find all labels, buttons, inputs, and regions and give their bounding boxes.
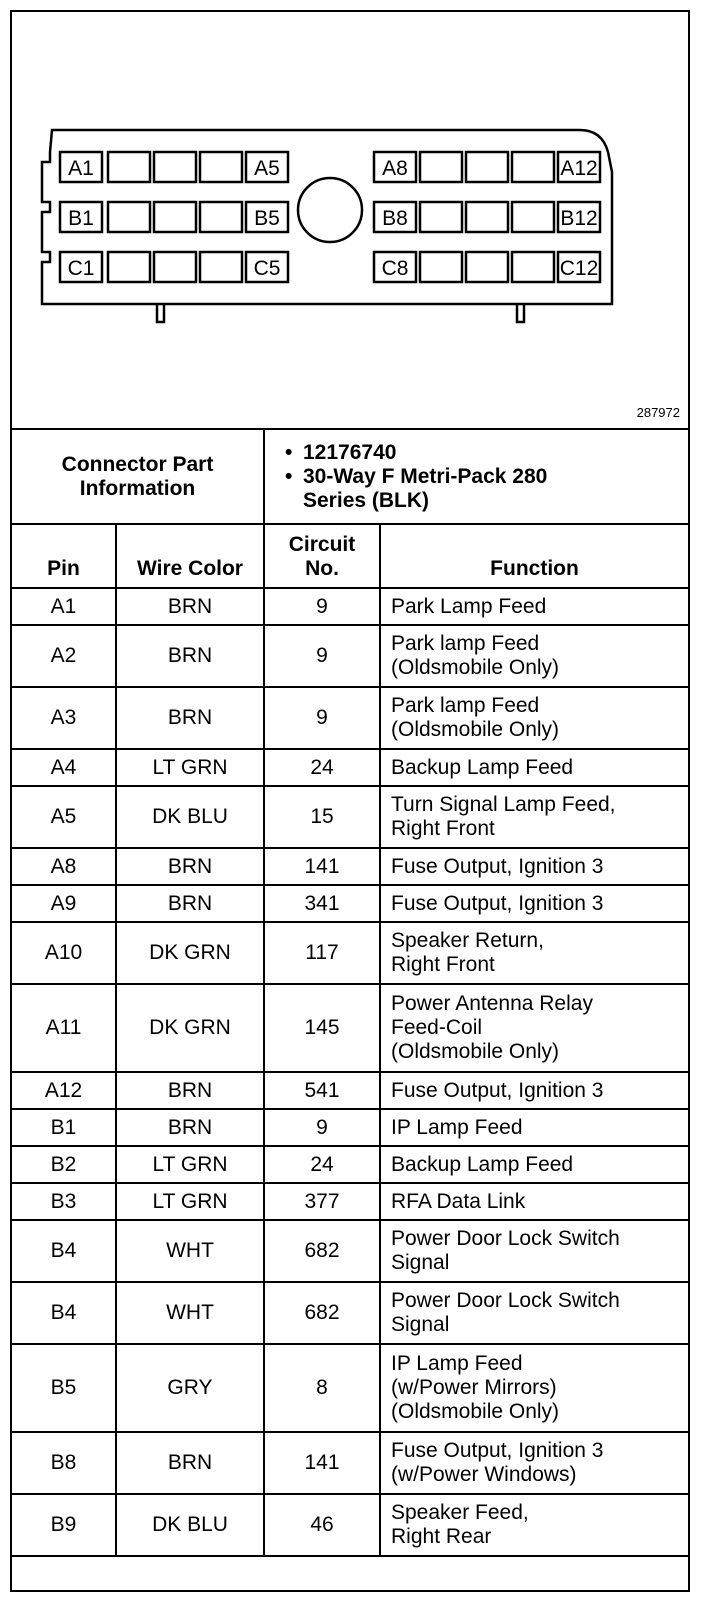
circuit-cell-text: 141 — [304, 854, 340, 878]
wire-color-cell — [116, 1109, 264, 1146]
pin-label: C12 — [559, 257, 599, 280]
wire-color-cell — [116, 625, 264, 687]
pin-label: C1 — [67, 257, 95, 280]
table-row — [12, 1146, 688, 1183]
connector-info-list — [265, 441, 688, 513]
function-cell-text: Power Antenna Relay Feed-Coil (Oldsmobile Only) — [391, 992, 593, 1063]
function-cell-text: Park lamp Feed (Oldsmobile Only) — [391, 632, 560, 679]
header-circuit — [264, 524, 380, 588]
circuit-cell-text: 9 — [316, 594, 328, 618]
circuit-cell — [264, 984, 380, 1072]
function-cell-text: RFA Data Link — [391, 1189, 526, 1213]
circuit-cell-text: 8 — [316, 1376, 328, 1399]
pin-cell — [12, 1494, 116, 1556]
table-row — [12, 1072, 688, 1109]
function-cell-text: Power Door Lock Switch Signal — [391, 1227, 620, 1274]
function-cell-text: Fuse Output, Ignition 3 (w/Power Windows) — [391, 1439, 604, 1486]
circuit-cell — [264, 1072, 380, 1109]
header-function: Function — [380, 524, 688, 588]
wire-color-cell-text: BRN — [167, 854, 213, 878]
circuit-cell-text: 9 — [316, 644, 328, 667]
pin-cell — [12, 1072, 116, 1109]
circuit-cell — [264, 687, 380, 749]
function-cell — [380, 1146, 688, 1183]
pin-cavity — [108, 202, 150, 232]
function-cell-text: Park Lamp Feed — [391, 594, 547, 618]
pin-cell-text: B1 — [50, 1115, 77, 1139]
circuit-cell — [264, 848, 380, 885]
function-cell-text: Speaker Return, Right Front — [391, 929, 544, 976]
pin-label: B12 — [560, 207, 598, 230]
connector-housing — [42, 130, 612, 304]
table-row — [12, 588, 688, 625]
function-cell-text: Power Door Lock Switch Signal — [391, 1289, 620, 1336]
pin-label: A8 — [382, 157, 408, 180]
pin-cavity — [154, 252, 196, 282]
pin-cell-text: B4 — [50, 1239, 77, 1262]
pin-label: B1 — [68, 207, 94, 230]
pin-cell-text: B4 — [50, 1301, 77, 1324]
table-row — [12, 625, 688, 687]
pin-label: C8 — [381, 257, 409, 280]
circuit-cell-text: 341 — [304, 891, 340, 915]
circuit-cell — [264, 1432, 380, 1494]
circuit-cell — [264, 786, 380, 848]
pin-cavity — [512, 252, 554, 282]
pin-cell — [12, 1220, 116, 1282]
pin-cell — [12, 749, 116, 786]
function-cell — [380, 588, 688, 625]
pin-cell — [12, 885, 116, 922]
pin-cell — [12, 1109, 116, 1146]
pin-cavity — [420, 252, 462, 282]
wire-color-cell-text: DK GRN — [149, 941, 231, 964]
function-cell — [380, 1183, 688, 1220]
header-row — [12, 524, 688, 588]
wire-color-cell — [116, 588, 264, 625]
wire-color-cell — [116, 1344, 264, 1432]
function-cell — [380, 1109, 688, 1146]
wire-color-cell — [116, 786, 264, 848]
table-row — [12, 687, 688, 749]
wire-color-cell — [116, 1494, 264, 1556]
function-cell-text: Park lamp Feed (Oldsmobile Only) — [391, 694, 560, 741]
pin-cell — [12, 1146, 116, 1183]
wire-color-cell-text: BRN — [167, 1115, 213, 1139]
connector-diagram — [12, 12, 688, 430]
wire-color-cell-text: DK BLU — [152, 805, 228, 828]
wire-color-cell-text: BRN — [167, 1451, 213, 1474]
circuit-cell-text: 541 — [304, 1078, 340, 1102]
center-key-circle — [298, 178, 362, 242]
wire-color-cell — [116, 749, 264, 786]
connector-face-drawing — [12, 12, 688, 428]
table-row — [12, 1344, 688, 1432]
wire-color-cell-text: BRN — [167, 594, 213, 618]
wire-color-cell — [116, 1432, 264, 1494]
circuit-cell-text: 145 — [304, 1016, 340, 1039]
circuit-cell — [264, 1344, 380, 1432]
function-cell — [380, 1072, 688, 1109]
pin-cell — [12, 625, 116, 687]
figure-number: 287972 — [636, 405, 680, 420]
function-cell — [380, 1344, 688, 1432]
function-cell — [380, 885, 688, 922]
pin-cavity — [200, 202, 242, 232]
pin-cell — [12, 848, 116, 885]
circuit-cell — [264, 1146, 380, 1183]
pin-cell-text: B3 — [50, 1189, 77, 1213]
pin-cell-text: A1 — [50, 594, 77, 618]
wire-color-cell-text: DK BLU — [152, 1513, 228, 1536]
table-row — [12, 1109, 688, 1146]
pin-cavity — [200, 152, 242, 182]
pin-cell — [12, 786, 116, 848]
connector-table — [12, 430, 688, 1557]
header-pin: Pin — [12, 524, 116, 588]
function-cell-text: Fuse Output, Ignition 3 — [391, 854, 604, 878]
pin-cell-text: A2 — [50, 644, 77, 667]
wire-color-cell — [116, 1282, 264, 1344]
wire-color-cell — [116, 984, 264, 1072]
table-row — [12, 1220, 688, 1282]
function-cell-text: Fuse Output, Ignition 3 — [391, 1078, 604, 1102]
function-cell — [380, 1494, 688, 1556]
function-cell — [380, 984, 688, 1072]
pin-label: A12 — [560, 157, 598, 180]
function-cell — [380, 1282, 688, 1344]
circuit-cell-text: 682 — [304, 1301, 340, 1324]
wire-color-cell — [116, 1183, 264, 1220]
wire-color-cell — [116, 922, 264, 984]
circuit-cell-text: 117 — [305, 941, 339, 964]
wire-color-cell — [116, 1220, 264, 1282]
pin-cavity — [512, 202, 554, 232]
pin-cell-text: A11 — [45, 1016, 82, 1039]
wire-color-cell-text: LT GRN — [152, 755, 228, 779]
pin-label: C5 — [253, 257, 281, 280]
pin-cell-text: A10 — [44, 941, 83, 964]
pin-cell-text: A12 — [44, 1078, 83, 1102]
function-cell — [380, 687, 688, 749]
function-cell-text: Fuse Output, Ignition 3 — [391, 891, 604, 915]
connector-type: • 30-Way F Metri-Pack 280 Series (BLK) — [303, 465, 563, 513]
pin-label: A1 — [68, 157, 94, 180]
header-circuit-text: Circuit No. — [288, 533, 356, 580]
function-cell-text: IP Lamp Feed — [391, 1115, 523, 1139]
pin-cell-text: B8 — [50, 1451, 77, 1474]
function-cell — [380, 625, 688, 687]
pin-cavity — [420, 152, 462, 182]
pin-label: B5 — [254, 207, 280, 230]
pin-cavity — [108, 152, 150, 182]
circuit-cell-text: 15 — [310, 805, 334, 828]
connector-info-details — [264, 430, 688, 524]
circuit-cell — [264, 1494, 380, 1556]
function-cell — [380, 1432, 688, 1494]
wire-color-cell-text: WHT — [166, 1239, 214, 1262]
function-cell-text: Turn Signal Lamp Feed, Right Front — [391, 793, 616, 840]
circuit-cell — [264, 1282, 380, 1344]
function-cell-text: Backup Lamp Feed — [391, 1152, 574, 1176]
function-cell — [380, 922, 688, 984]
pin-cavity — [466, 252, 508, 282]
connector-info-label — [12, 430, 264, 524]
function-cell — [380, 749, 688, 786]
circuit-cell — [264, 1220, 380, 1282]
connector-info-row — [12, 430, 688, 524]
table-row — [12, 984, 688, 1072]
circuit-cell — [264, 749, 380, 786]
table-row — [12, 1183, 688, 1220]
wire-color-cell-text: WHT — [166, 1301, 214, 1324]
header-wire-color: Wire Color — [116, 524, 264, 588]
wire-color-cell-text: LT GRN — [152, 1189, 228, 1213]
pin-cell — [12, 1183, 116, 1220]
pin-cell — [12, 1344, 116, 1432]
pin-cell-text: B9 — [50, 1513, 77, 1536]
pin-label: B8 — [382, 207, 408, 230]
pin-cavity — [154, 202, 196, 232]
circuit-cell-text: 9 — [316, 1115, 328, 1139]
pin-cavity — [154, 152, 196, 182]
table-row — [12, 848, 688, 885]
pin-cavity — [200, 252, 242, 282]
pin-cell-text: B5 — [50, 1376, 77, 1399]
circuit-cell-text: 682 — [304, 1239, 340, 1262]
function-cell-text: Backup Lamp Feed — [391, 755, 574, 779]
table-row — [12, 922, 688, 984]
pin-cell-text: A9 — [50, 891, 77, 915]
pin-cavity — [466, 152, 508, 182]
connector-info-label-text: Connector Part Information — [61, 452, 214, 500]
pin-cell-text: A4 — [50, 755, 77, 779]
table-row — [12, 1494, 688, 1556]
circuit-cell-text: 24 — [310, 1152, 334, 1176]
function-cell — [380, 1220, 688, 1282]
pin-cell — [12, 1282, 116, 1344]
circuit-cell — [264, 1183, 380, 1220]
pin-cell — [12, 687, 116, 749]
connector-part-number: • 12176740 — [303, 441, 688, 465]
locking-tab — [157, 304, 164, 322]
wire-color-cell-text: GRY — [167, 1376, 213, 1399]
pin-cavity — [108, 252, 150, 282]
wire-color-cell — [116, 687, 264, 749]
pin-cavity — [466, 202, 508, 232]
locking-tab — [517, 304, 524, 322]
circuit-cell-text: 141 — [304, 1451, 340, 1474]
pin-cell — [12, 1432, 116, 1494]
pin-label: A5 — [254, 157, 280, 180]
table-row — [12, 786, 688, 848]
circuit-cell-text: 377 — [304, 1189, 340, 1213]
wire-color-cell-text: LT GRN — [152, 1152, 228, 1176]
pin-cavity — [512, 152, 554, 182]
pin-cell — [12, 588, 116, 625]
circuit-cell-text: 24 — [310, 755, 334, 779]
wire-color-cell-text: BRN — [167, 1078, 213, 1102]
wire-color-cell — [116, 885, 264, 922]
table-row — [12, 1282, 688, 1344]
pin-cavity — [420, 202, 462, 232]
wire-color-cell — [116, 848, 264, 885]
table-row — [12, 749, 688, 786]
pin-cell — [12, 922, 116, 984]
wire-color-cell-text: DK GRN — [149, 1016, 231, 1039]
wire-color-cell-text: BRN — [167, 706, 213, 729]
wire-color-cell-text: BRN — [167, 644, 213, 667]
pin-cell-text: A8 — [50, 854, 77, 878]
circuit-cell — [264, 922, 380, 984]
circuit-cell — [264, 1109, 380, 1146]
circuit-cell — [264, 588, 380, 625]
wire-color-cell — [116, 1146, 264, 1183]
wire-color-cell — [116, 1072, 264, 1109]
connector-sheet — [10, 10, 690, 1592]
pin-cell-text: B2 — [50, 1152, 77, 1176]
circuit-cell — [264, 625, 380, 687]
pin-cell-text: A5 — [50, 805, 77, 828]
pin-cell-text: A3 — [50, 706, 77, 729]
function-cell — [380, 848, 688, 885]
circuit-cell — [264, 885, 380, 922]
pin-cell — [12, 984, 116, 1072]
function-cell-text: IP Lamp Feed (w/Power Mirrors) (Oldsmobile Only) — [391, 1352, 560, 1423]
table-row — [12, 1432, 688, 1494]
table-row — [12, 885, 688, 922]
function-cell — [380, 786, 688, 848]
wire-color-cell-text: BRN — [167, 891, 213, 915]
circuit-cell-text: 46 — [310, 1513, 334, 1536]
function-cell-text: Speaker Feed, Right Rear — [391, 1501, 529, 1548]
circuit-cell-text: 9 — [316, 706, 328, 729]
